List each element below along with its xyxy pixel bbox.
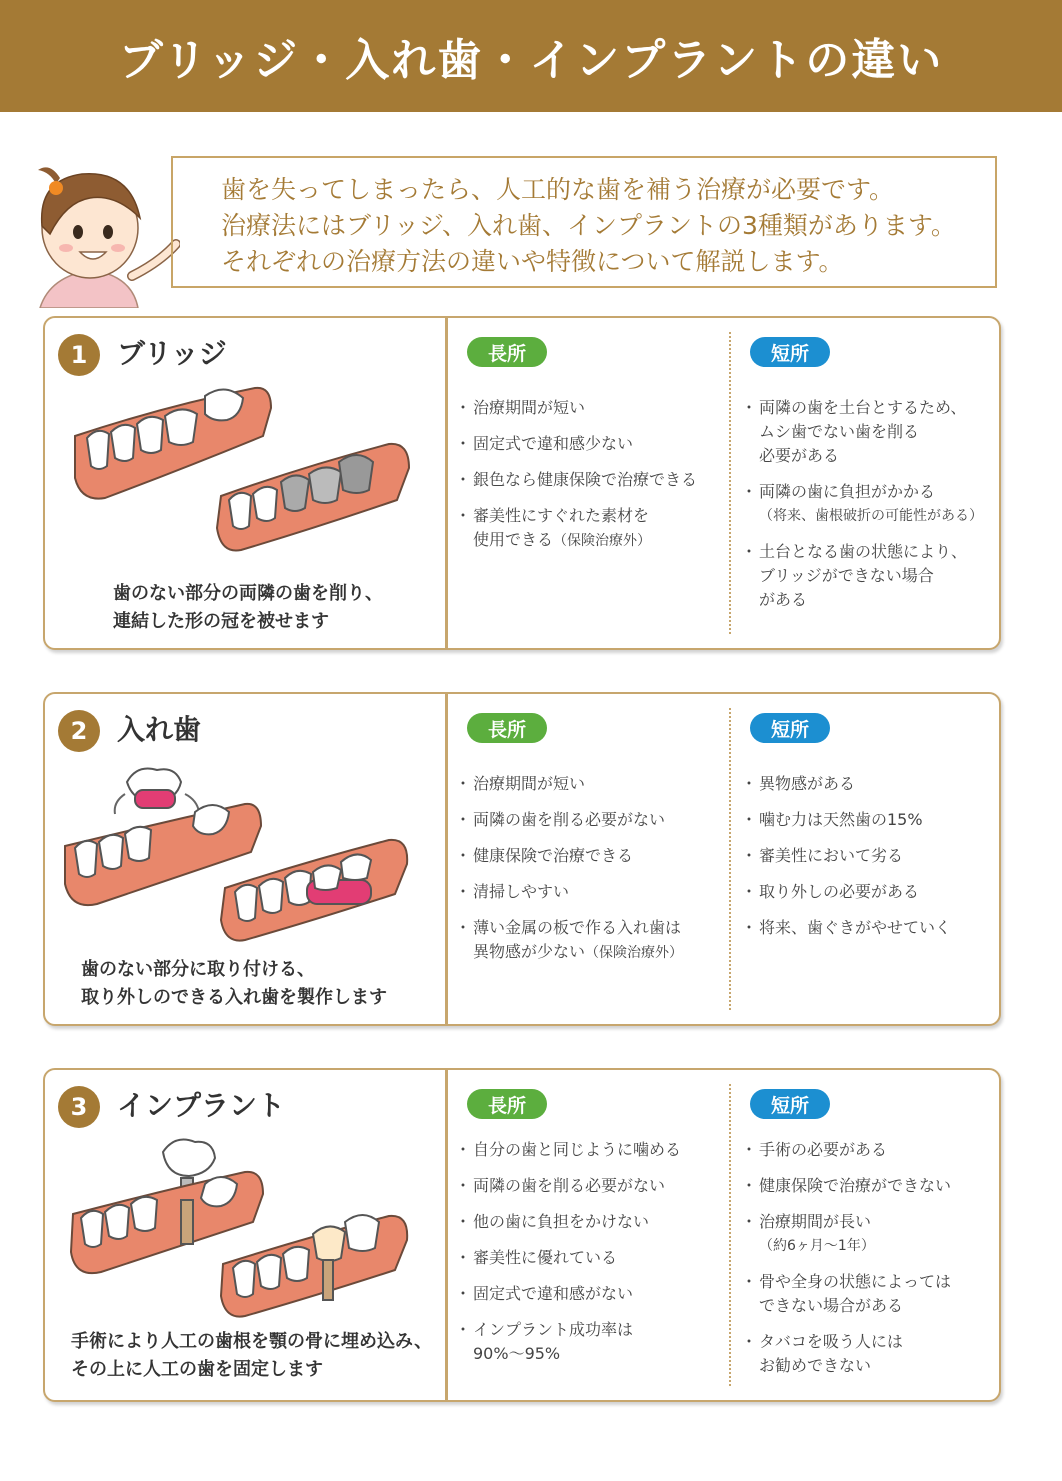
- item-text: ムシ歯でない歯を削る: [759, 422, 920, 441]
- pros-badge: 長所: [467, 337, 547, 367]
- item-note: （約6ヶ月〜1年）: [759, 1238, 875, 1254]
- intro-line-1: 歯を失ってしまったら、人工的な歯を補う治療が必要です。: [221, 175, 895, 204]
- item-text: ・ 治療期間が長い: [759, 1212, 872, 1231]
- item-text: ・ 健康保険で治療ができない: [759, 1176, 952, 1195]
- item-text: がある: [759, 590, 808, 609]
- item-note: （将来、歯根破折の可能性がある）: [759, 508, 983, 524]
- section-caption: [81, 956, 387, 1012]
- list-item: [743, 540, 999, 612]
- section-title: インプラント: [117, 1089, 286, 1122]
- section-left: [45, 1070, 448, 1400]
- caption-line-1: 歯のない部分の両隣の歯を削り、: [113, 583, 383, 604]
- cons-badge: 短所: [750, 337, 830, 367]
- intro-line-3: それぞれの治療方法の違いや特徴について解説します。: [221, 247, 844, 276]
- item-text: できない場合がある: [759, 1296, 904, 1315]
- item-text: ・ 骨や全身の状態によっては: [759, 1272, 952, 1291]
- item-text: 異物感が少ない: [473, 942, 586, 961]
- list-item: [457, 1246, 729, 1270]
- item-text: ・ 両隣の歯を削る必要がない: [473, 1176, 666, 1195]
- item-text: ・ 薄い金属の板で作る入れ歯は: [473, 918, 682, 937]
- cons-column: [743, 318, 999, 648]
- list-item: [457, 1210, 729, 1234]
- pros-list: [457, 772, 729, 977]
- item-text: ・ 審美性にすぐれた素材を: [473, 506, 650, 525]
- list-item: [457, 844, 729, 868]
- section-caption: [71, 1328, 432, 1384]
- section-denture: [43, 692, 1001, 1026]
- item-text: ・ 治療期間が短い: [473, 398, 586, 417]
- item-text: お勧めできない: [759, 1356, 872, 1375]
- section-caption: [113, 580, 383, 636]
- list-item: [743, 808, 999, 832]
- item-text: ・ 自分の歯と同じように噛める: [473, 1140, 682, 1159]
- item-text: ・ タバコを吸う人には: [759, 1332, 903, 1351]
- section-number-badge: 2: [58, 710, 100, 752]
- pros-list: [457, 1138, 729, 1378]
- item-text: ・ 土台となる歯の状態により、: [759, 542, 968, 561]
- implant-illustration: [45, 1130, 445, 1330]
- list-item: [743, 396, 999, 468]
- cons-column: [743, 1070, 999, 1400]
- header-banner: [0, 0, 1062, 112]
- item-text: ・ 手術の必要がある: [759, 1140, 888, 1159]
- list-item: [743, 880, 999, 904]
- item-text: ブリッジができない場合: [759, 566, 934, 585]
- list-item: [743, 772, 999, 796]
- section-implant: [43, 1068, 1001, 1402]
- column-divider: [729, 332, 731, 634]
- pros-badge: 長所: [467, 713, 547, 743]
- caption-line-2: その上に人工の歯を固定します: [71, 1359, 323, 1380]
- item-text: ・ 審美性において劣る: [759, 846, 904, 865]
- list-item: [743, 1330, 999, 1378]
- item-text: 使用できる: [473, 530, 554, 549]
- item-note: （保険治療外）: [585, 945, 684, 961]
- item-text: ・ 銀色なら健康保険で治療できる: [473, 470, 698, 489]
- intro-line-2: 治療法にはブリッジ、入れ歯、インプラントの3種類があります。: [221, 211, 956, 240]
- bridge-illustration: [45, 378, 445, 578]
- item-text: ・ 取り外しの必要がある: [759, 882, 920, 901]
- cons-list: [743, 396, 999, 624]
- column-divider: [729, 708, 731, 1010]
- cons-list: [743, 772, 999, 952]
- list-item: [743, 1210, 999, 1258]
- item-text: ・ 清掃しやすい: [473, 882, 570, 901]
- list-item: [743, 1270, 999, 1318]
- list-item: [457, 808, 729, 832]
- mascot-illustration: [20, 158, 180, 308]
- item-text: ・ 両隣の歯を土台とするため、: [759, 398, 967, 417]
- section-left: [45, 694, 448, 1024]
- item-text: ・ 治療期間が短い: [473, 774, 586, 793]
- section-left: [45, 318, 448, 648]
- list-item: [743, 1138, 999, 1162]
- list-item: [743, 844, 999, 868]
- list-item: [743, 480, 999, 528]
- section-number-badge: 3: [58, 1086, 100, 1128]
- list-item: [743, 916, 999, 940]
- list-item: [457, 772, 729, 796]
- item-text: ・ 両隣の歯に負担がかかる: [759, 482, 936, 501]
- item-text: ・ 噛む力は天然歯の15%: [759, 810, 923, 829]
- list-item: [457, 880, 729, 904]
- cons-column: [743, 694, 999, 1024]
- column-divider: [729, 1084, 731, 1386]
- section-bridge: [43, 316, 1001, 650]
- section-title: 入れ歯: [117, 713, 202, 746]
- cons-badge: 短所: [750, 713, 830, 743]
- item-text: ・ 異物感がある: [759, 774, 856, 793]
- pros-column: [457, 1070, 729, 1400]
- cons-badge: 短所: [750, 1089, 830, 1119]
- item-text: ・ 審美性に優れている: [473, 1248, 618, 1267]
- list-item: [457, 432, 729, 456]
- list-item: [457, 916, 729, 965]
- item-text: ・ 両隣の歯を削る必要がない: [473, 810, 666, 829]
- item-text: ・ インプラント成功率は: [473, 1320, 634, 1339]
- pros-badge: 長所: [467, 1089, 547, 1119]
- caption-line-2: 取り外しのできる入れ歯を製作します: [81, 987, 387, 1008]
- list-item: [457, 1282, 729, 1306]
- list-item: [743, 1174, 999, 1198]
- section-number-badge: 1: [58, 334, 100, 376]
- list-item: [457, 1138, 729, 1162]
- item-note: （保険治療外）: [553, 533, 652, 549]
- section-title: ブリッジ: [117, 337, 227, 370]
- item-text: ・ 固定式で違和感少ない: [473, 434, 634, 453]
- page-title: ブリッジ・入れ歯・インプラントの違い: [118, 35, 944, 86]
- pros-column: [457, 318, 729, 648]
- caption-line-1: 手術により人工の歯根を顎の骨に埋め込み、: [71, 1331, 433, 1352]
- list-item: [457, 1318, 729, 1366]
- list-item: [457, 1174, 729, 1198]
- item-text: ・ 健康保険で治療できる: [473, 846, 634, 865]
- cons-list: [743, 1138, 999, 1390]
- item-text: ・ 固定式で違和感がない: [473, 1284, 634, 1303]
- item-text: ・ 将来、歯ぐきがやせていく: [759, 918, 952, 937]
- list-item: [457, 396, 729, 420]
- intro-box: [171, 156, 997, 288]
- denture-illustration: [45, 754, 445, 954]
- item-text: ・ 他の歯に負担をかけない: [473, 1212, 650, 1231]
- list-item: [457, 468, 729, 492]
- caption-line-2: 連結した形の冠を被せます: [113, 611, 329, 632]
- item-text: 90%〜95%: [473, 1344, 561, 1363]
- caption-line-1: 歯のない部分に取り付ける、: [81, 959, 315, 980]
- pros-column: [457, 694, 729, 1024]
- item-text: 必要がある: [759, 446, 840, 465]
- pros-list: [457, 396, 729, 565]
- list-item: [457, 504, 729, 553]
